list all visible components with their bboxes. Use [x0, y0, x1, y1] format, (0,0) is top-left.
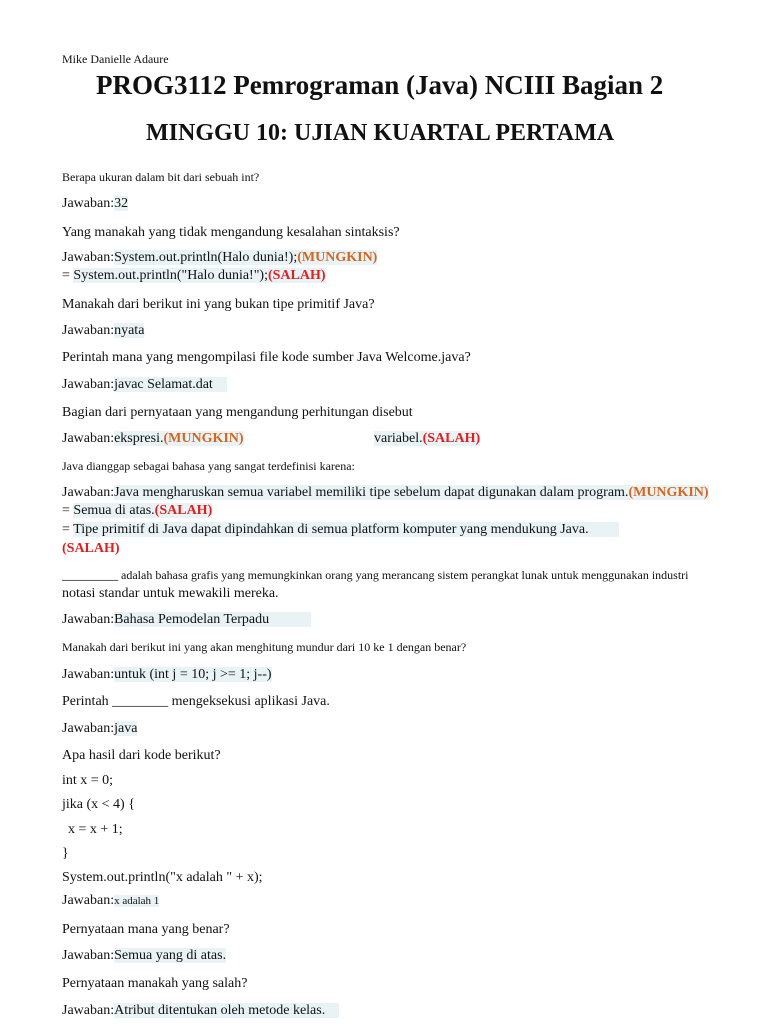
answer-5a-text: ekspresi. — [114, 431, 164, 446]
mungkin-tag: (MUNGKIN) — [163, 431, 244, 446]
answer-prefix: Jawaban: — [62, 667, 115, 682]
answer-prefix: Jawaban: — [62, 196, 115, 211]
answer-prefix: Jawaban: — [62, 431, 115, 446]
answer-2a-text: System.out.println(Halo dunia!); — [114, 250, 298, 265]
answer-6a — [62, 485, 709, 501]
code-line: jika (x < 4) { — [62, 797, 135, 812]
author-name: Mike Danielle Adaure — [62, 52, 169, 66]
salah-tag: (SALAH) — [422, 431, 481, 446]
answer-prefix: Jawaban: — [62, 948, 115, 963]
answer-5a — [62, 431, 244, 447]
answer-11 — [62, 948, 226, 964]
question-9: Perintah ________ mengeksekusi aplikasi Java. — [62, 694, 330, 709]
answer-prefix: Jawaban: — [62, 250, 115, 265]
answer-2b — [62, 268, 326, 284]
mungkin-tag: (MUNGKIN) — [628, 485, 709, 500]
question-11: Pernyataan mana yang benar? — [62, 922, 230, 937]
eq-prefix: = — [62, 522, 74, 537]
code-line: x = x + 1; — [68, 822, 123, 837]
answer-6c-tag — [62, 541, 120, 557]
answer-9-text: java — [114, 721, 138, 736]
question-8: Manakah dari berikut ini yang akan menghitung mundur dari 10 ke 1 dengan benar? — [62, 640, 467, 654]
answer-6b — [62, 503, 212, 519]
answer-prefix: Jawaban: — [62, 721, 115, 736]
question-1: Berapa ukuran dalam bit dari sebuah int? — [62, 170, 260, 184]
answer-3-text: nyata — [114, 323, 145, 338]
answer-6c — [62, 522, 619, 538]
question-6: Java dianggap sebagai bahasa yang sangat terdefinisi karena: — [62, 459, 355, 473]
question-2: Yang manakah yang tidak mengandung kesalahan sintaksis? — [62, 225, 400, 240]
mungkin-tag: (MUNGKIN) — [297, 250, 378, 265]
answer-8 — [62, 667, 272, 683]
salah-tag: (SALAH) — [62, 541, 120, 556]
answer-5b — [374, 431, 480, 447]
answer-prefix: Jawaban: — [62, 377, 115, 392]
question-3: Manakah dari berikut ini yang bukan tipe primitif Java? — [62, 297, 375, 312]
answer-prefix: Jawaban: — [62, 1003, 115, 1018]
answer-prefix: Jawaban: — [62, 323, 115, 338]
answer-4 — [62, 377, 227, 393]
answer-5b-text: variabel. — [374, 431, 423, 446]
salah-tag: (SALAH) — [154, 503, 213, 518]
answer-1 — [62, 196, 128, 212]
code-line: } — [62, 846, 69, 861]
answer-6a-text: Java mengharuskan semua variabel memiliki tipe sebelum dapat digunakan dalam program. — [114, 485, 629, 500]
answer-3 — [62, 323, 144, 339]
salah-tag: (SALAH) — [267, 268, 326, 283]
page-title: PROG3112 Pemrograman (Java) NCIII Bagian 2 — [96, 70, 664, 100]
blank-line: ________ — [62, 568, 118, 583]
answer-prefix: Jawaban: — [62, 485, 115, 500]
answer-2a — [62, 250, 377, 266]
page-subtitle: MINGGU 10: UJIAN KUARTAL PERTAMA — [146, 120, 615, 146]
question-10: Apa hasil dari kode berikut? — [62, 748, 221, 763]
answer-1-text: 32 — [114, 196, 129, 211]
answer-10-text: x adalah 1 — [114, 895, 160, 907]
answer-10 — [62, 893, 159, 909]
eq-prefix: = — [62, 503, 74, 518]
code-line: int x = 0; — [62, 773, 114, 788]
answer-7 — [62, 612, 311, 628]
answer-7-text: Bahasa Pemodelan Terpadu — [114, 612, 311, 627]
answer-9 — [62, 721, 137, 737]
question-7-line-1 — [62, 568, 689, 584]
code-line: System.out.println("x adalah " + x); — [62, 870, 263, 885]
answer-6b-text: Semua di atas. — [73, 503, 155, 518]
question-5: Bagian dari pernyataan yang mengandung perhitungan disebut — [62, 405, 413, 420]
answer-4-text: javac Selamat.dat — [114, 377, 227, 392]
answer-prefix: Jawaban: — [62, 893, 115, 908]
answer-11-text: Semua yang di atas. — [114, 948, 227, 963]
question-7-line-2: notasi standar untuk mewakili mereka. — [62, 586, 279, 601]
answer-12-text: Atribut ditentukan oleh metode kelas. — [114, 1003, 339, 1018]
answer-6c-text: Tipe primitif di Java dapat dipindahkan di semua platform komputer yang mendukung Java. — [73, 522, 618, 537]
eq-prefix: = — [62, 268, 74, 283]
question-7-text: adalah bahasa grafis yang memungkinkan orang yang merancang sistem perangkat lunak untuk menggunakan industri — [121, 568, 689, 582]
question-12: Pernyataan manakah yang salah? — [62, 976, 248, 991]
answer-8-text: untuk (int j = 10; j >= 1; j--) — [114, 667, 272, 682]
answer-12 — [62, 1003, 339, 1019]
answer-2b-text: System.out.println("Halo dunia!"); — [73, 268, 268, 283]
answer-prefix: Jawaban: — [62, 612, 115, 627]
question-4: Perintah mana yang mengompilasi file kode sumber Java Welcome.java? — [62, 350, 471, 365]
